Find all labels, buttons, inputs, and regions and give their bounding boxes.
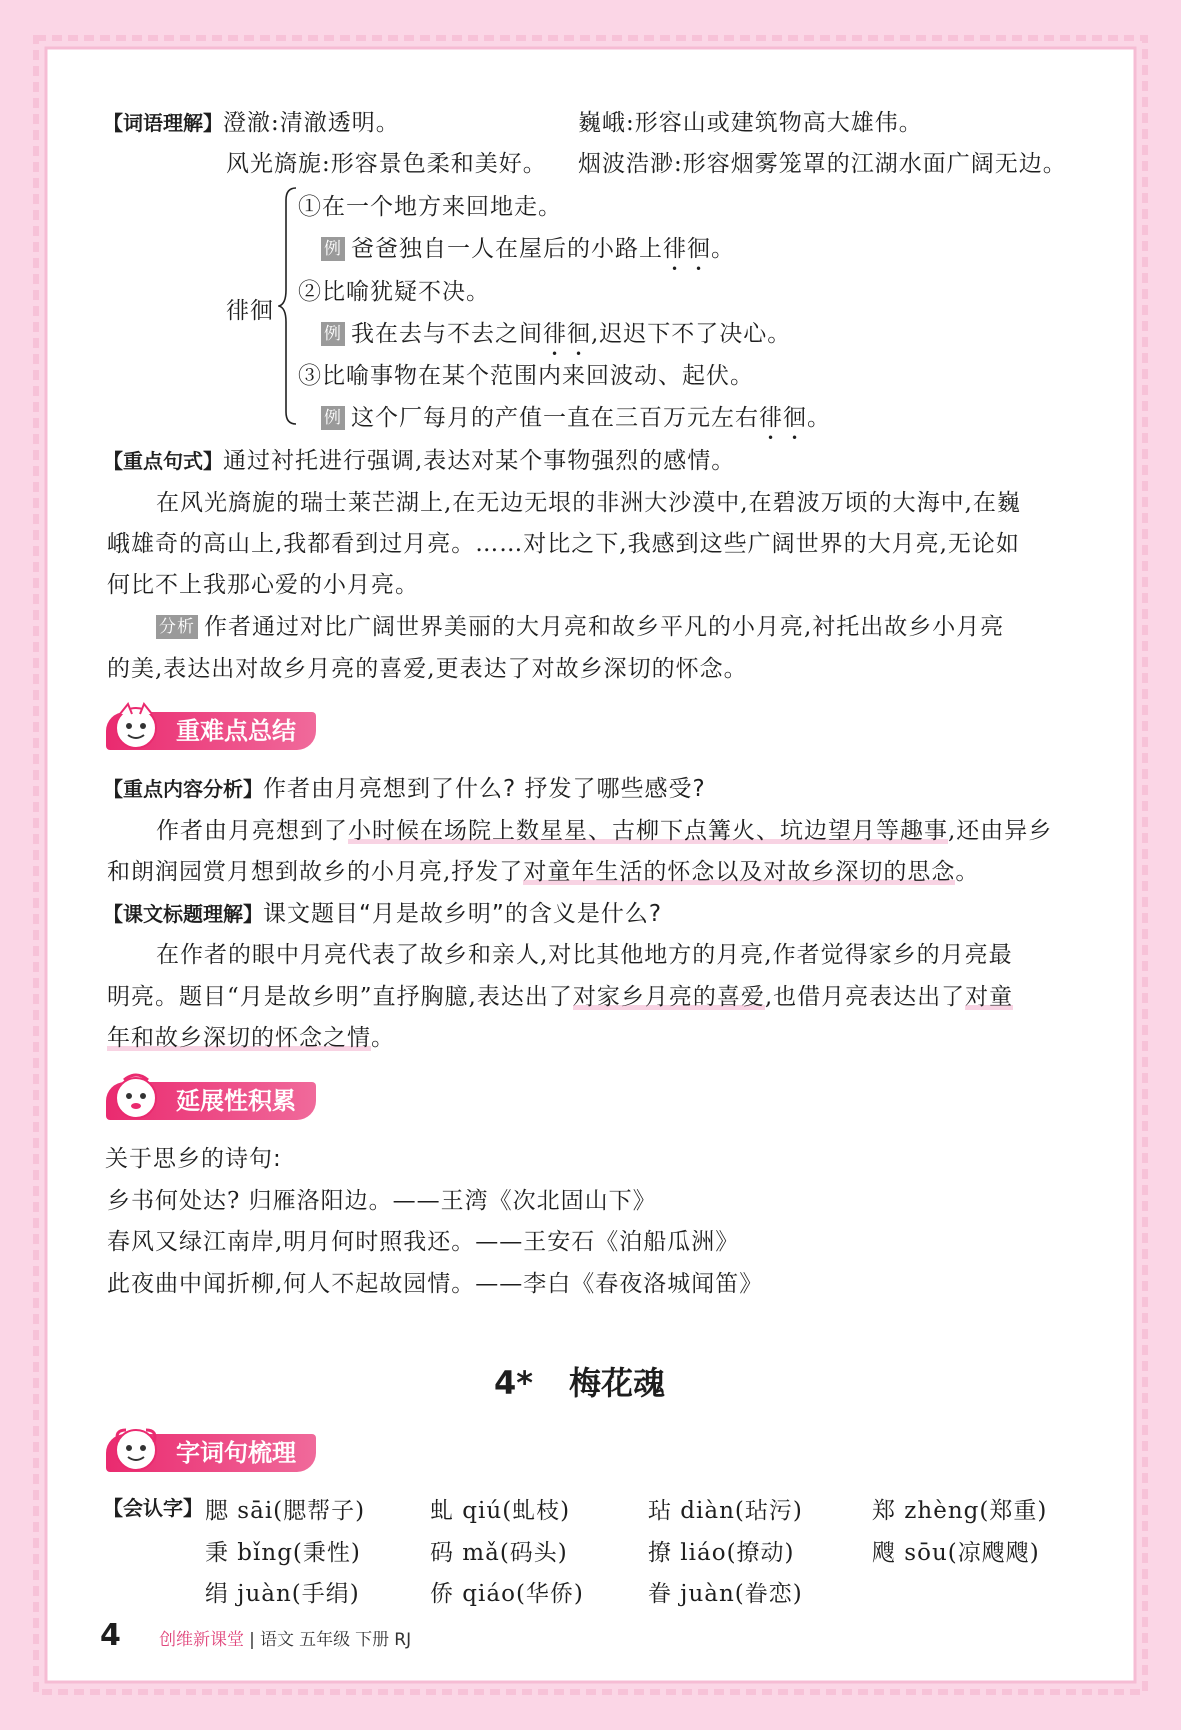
title-answer: 年和故乡深切的怀念之情。	[107, 1025, 395, 1051]
word-item: 眷 juàn(眷恋)	[648, 1581, 803, 1607]
analysis-label: 分析	[156, 615, 198, 639]
title-answer: 在作者的眼中月亮代表了故乡和亲人,对比其他地方的月亮,作者觉得家乡的月亮最	[156, 942, 1013, 968]
word-item: 玷 diàn(玷污)	[648, 1498, 803, 1524]
vocab-tag: 【词语理解】	[103, 111, 223, 135]
words-banner: 字词句梳理	[106, 1434, 316, 1472]
example-label: 例	[321, 237, 345, 261]
keysentence-para: 在风光旖旎的瑞士莱芒湖上,在无边无垠的非洲大沙漠中,在碧波万顷的大海中,在巍	[156, 490, 1021, 516]
word-item: 侨 qiáo(华侨)	[430, 1581, 584, 1607]
poem-line: 此夜曲中闻折柳,何人不起故园情。——李白《春夜洛城闻笛》	[107, 1271, 764, 1297]
word-item: 绢 juàn(手绢)	[205, 1581, 360, 1607]
keysentence-para: 峨雄奇的高山上,我都看到过月亮。……对比之下,我感到这些广阔世界的大月亮,无论如	[107, 531, 1020, 557]
example-label: 例	[321, 322, 345, 346]
lesson-title	[494, 1358, 665, 1404]
footer-subject: 语文	[259, 1630, 294, 1650]
footer-grade: 五年级	[299, 1630, 351, 1650]
sense-meaning: ③比喻事物在某个范围内来回波动、起伏。	[298, 363, 754, 389]
footer	[100, 1618, 411, 1653]
vocab-item: 烟波浩渺:形容烟雾笼罩的江湖水面广阔无边。	[578, 151, 1067, 177]
title-question: 【课文标题理解】课文题目“月是故乡明”的含义是什么?	[103, 901, 663, 927]
vocab-line-1	[103, 104, 400, 137]
words-row	[103, 1492, 203, 1521]
keysentence-para: 何比不上我那心爱的小月亮。	[107, 572, 419, 598]
keysentence-tag: 【重点句式】	[103, 449, 223, 473]
brace-icon	[278, 186, 298, 426]
sense-meaning: ②比喻犹疑不决。	[298, 279, 490, 305]
footer-edition: RJ	[394, 1630, 412, 1650]
word-item: 腮 sāi(腮帮子)	[205, 1498, 366, 1524]
word-item: 虬 qiú(虬枝)	[430, 1498, 571, 1524]
poly-word: 徘徊	[226, 298, 274, 324]
sense-example: 例 我在去与不去之间徘徊,迟迟下不了决心。	[321, 315, 791, 361]
words-tag: 【会认字】	[103, 1496, 203, 1520]
word-item: 秉 bǐng(秉性)	[205, 1540, 361, 1566]
word-item: 飕 sōu(凉飕飕)	[872, 1540, 1040, 1566]
vocab-item: 巍峨:形容山或建筑物高大雄伟。	[578, 110, 923, 136]
page-number: 4	[100, 1618, 121, 1653]
analysis-line: 的美,表达出对故乡月亮的喜爱,更表达了对故乡深切的怀念。	[107, 656, 748, 682]
mascot-icon	[110, 1070, 162, 1122]
lesson-name: 梅花魂	[569, 1364, 666, 1402]
content-answer: 和朗润园赏月想到故乡的小月亮,抒发了对童年生活的怀念以及对故乡深切的思念。	[107, 859, 980, 885]
extension-intro: 关于思乡的诗句:	[105, 1146, 282, 1172]
word-item: 码 mǎ(码头)	[430, 1540, 568, 1566]
footer-separator: |	[249, 1630, 255, 1650]
sense-example: 例 这个厂每月的产值一直在三百万元左右徘徊。	[321, 399, 831, 445]
footer-volume: 下册	[355, 1630, 390, 1650]
mascot-icon	[110, 1422, 162, 1474]
content-answer: 作者由月亮想到了小时候在场院上数星星、古柳下点篝火、坑边望月等趣事,还由异乡	[156, 818, 1053, 844]
sense-example: 例 爸爸独自一人在屋后的小路上徘徊。	[321, 230, 735, 276]
sense-meaning: ①在一个地方来回地走。	[298, 194, 562, 220]
title-answer: 明亮。题目“月是故乡明”直抒胸臆,表达出了对家乡月亮的喜爱,也借月亮表达出了对童	[107, 984, 1014, 1010]
word-item: 郑 zhèng(郑重)	[872, 1498, 1048, 1524]
mascot-icon	[110, 700, 162, 752]
title-tag: 【课文标题理解】	[103, 902, 263, 926]
lesson-number: 4*	[494, 1364, 533, 1402]
content-question: 【重点内容分析】作者由月亮想到了什么? 抒发了哪些感受?	[103, 776, 706, 802]
vocab-item: 澄澈:清澈透明。	[223, 110, 400, 136]
footer-brand: 创维新课堂	[159, 1630, 245, 1650]
poem-line: 春风又绿江南岸,明月何时照我还。——王安石《泊船瓜洲》	[107, 1229, 740, 1255]
summary-banner: 重难点总结	[106, 712, 316, 750]
example-label: 例	[321, 406, 345, 430]
poem-line: 乡书何处达? 归雁洛阳边。——王湾《次北固山下》	[107, 1188, 657, 1214]
content-tag: 【重点内容分析】	[103, 777, 263, 801]
keysentence-line: 【重点句式】通过衬托进行强调,表达对某个事物强烈的感情。	[103, 448, 736, 474]
analysis-line: 分析 作者通过对比广阔世界美丽的大月亮和故乡平凡的小月亮,衬托出故乡小月亮	[156, 608, 1004, 641]
vocab-item: 风光旖旎:形容景色柔和美好。	[226, 151, 547, 177]
extension-banner: 延展性积累	[106, 1082, 316, 1120]
word-item: 撩 liáo(撩动)	[648, 1540, 795, 1566]
